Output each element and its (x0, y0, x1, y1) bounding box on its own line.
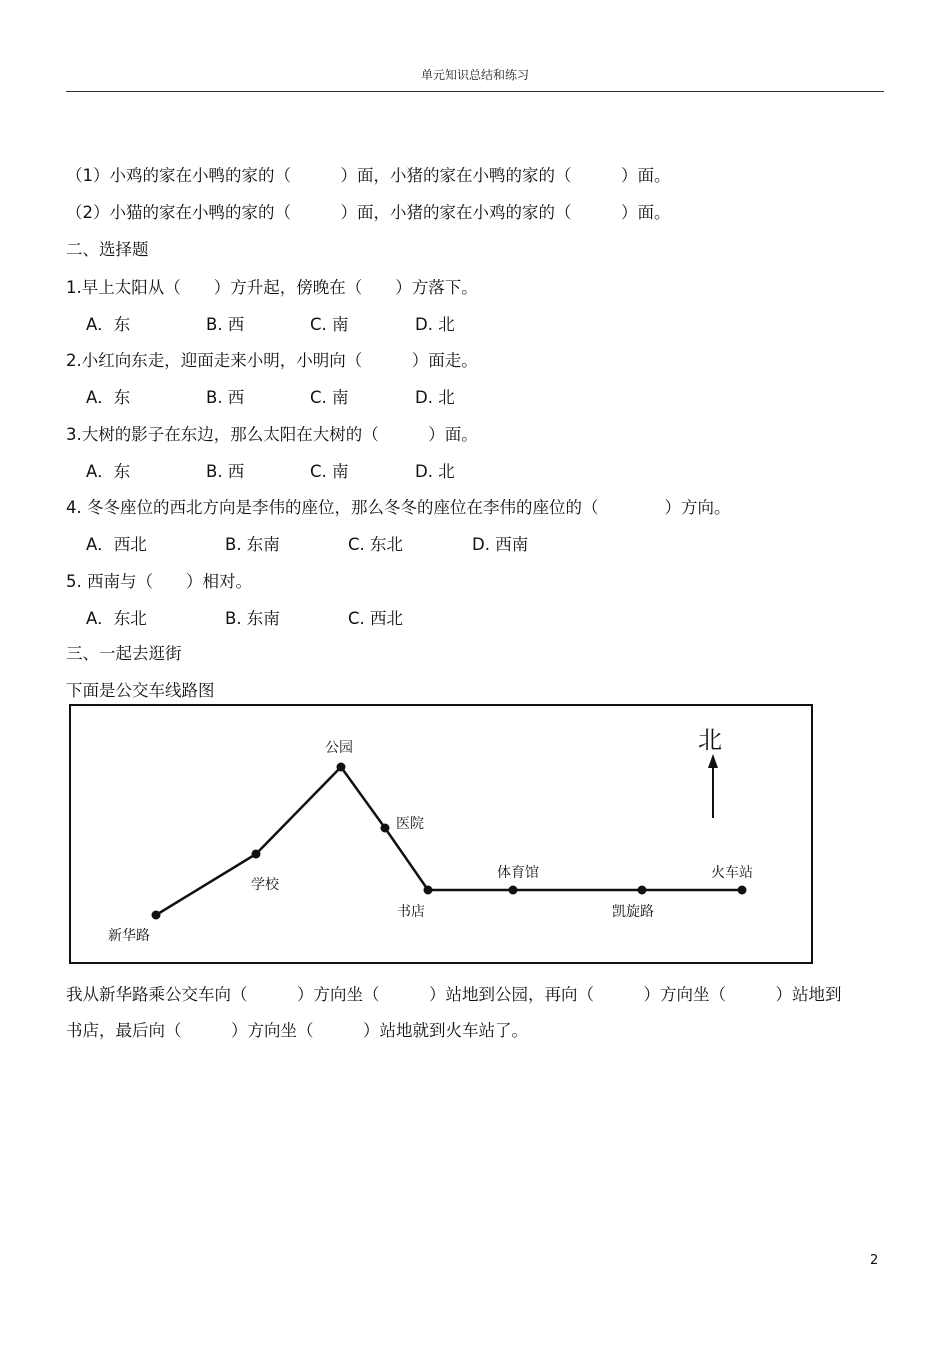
option-c: C. 东北 (348, 535, 404, 554)
question-3: 3.大树的影子在东边，那么太阳在大树的（ ）面。 (66, 425, 478, 444)
option-d: D. 西南 (472, 535, 529, 554)
north-arrow-icon (708, 754, 718, 768)
option-d: D. 北 (415, 388, 455, 407)
question-1: 1.早上太阳从（ ）方升起，傍晚在（ ）方落下。 (66, 278, 478, 297)
section-title-choice: 二、选择题 (66, 240, 149, 259)
station-dot-hospital (381, 824, 390, 833)
station-dot-park (337, 763, 346, 772)
option-c: C. 南 (310, 462, 349, 481)
fill-blank-2: （2）小猫的家在小鸭的家的（ ）面，小猪的家在小鸡的家的（ ）面。 (66, 203, 671, 222)
bus-route-map (69, 704, 813, 964)
station-dot-school (252, 850, 261, 859)
fill-blank-1: （1）小鸡的家在小鸭的家的（ ）面，小猪的家在小鸭的家的（ ）面。 (66, 166, 671, 185)
option-a: A．东 (86, 315, 131, 334)
station-dot-bookstore (424, 886, 433, 895)
option-b: B. 东南 (225, 535, 280, 554)
station-label-school: 学校 (251, 877, 279, 893)
option-d: D. 北 (415, 315, 455, 334)
station-dot-railway (738, 886, 747, 895)
station-dot-kaixuanlu (638, 886, 647, 895)
header-divider (66, 91, 884, 92)
station-label-gym: 体育馆 (497, 865, 539, 881)
option-b: B. 西 (206, 315, 245, 334)
route-sentence-2: 书店，最后向（ ）方向坐（ ）站地就到火车站了。 (66, 1021, 528, 1040)
option-b: B. 西 (206, 462, 245, 481)
option-a: A．东 (86, 388, 131, 407)
option-b: B. 东南 (225, 609, 280, 628)
station-dot-gym (509, 886, 518, 895)
route-sentence-1: 我从新华路乘公交车向（ ）方向坐（ ）站地到公园，再向（ ）方向坐（ ）站地到 (66, 985, 842, 1004)
route-diagram (71, 706, 811, 962)
question-5: 5. 西南与（ ）相对。 (66, 572, 252, 591)
page-header: 单元知识总结和练习 (420, 68, 529, 82)
station-label-hospital: 医院 (396, 816, 424, 832)
station-label-bookstore: 书店 (397, 904, 425, 920)
option-d: D. 北 (415, 462, 455, 481)
option-c: C. 南 (310, 315, 349, 334)
station-dot-xinhualu (152, 911, 161, 920)
section-title-street: 三、一起去逛街 (66, 644, 182, 663)
station-label-kaixuanlu: 凯旋路 (612, 904, 654, 920)
option-a: A．东北 (86, 609, 147, 628)
station-label-xinhualu: 新华路 (108, 928, 150, 944)
route-line (156, 767, 742, 915)
question-4: 4. 冬冬座位的西北方向是李伟的座位，那么冬冬的座位在李伟的座位的（ ）方向。 (66, 498, 731, 517)
page-number: 2 (870, 1253, 879, 1268)
option-c: C. 南 (310, 388, 349, 407)
option-a: A．西北 (86, 535, 147, 554)
north-label: 北 (698, 726, 722, 754)
station-label-railway: 火车站 (711, 865, 753, 881)
option-b: B. 西 (206, 388, 245, 407)
map-caption: 下面是公交车线路图 (66, 681, 215, 700)
question-2: 2.小红向东走，迎面走来小明，小明向（ ）面走。 (66, 351, 478, 370)
station-label-park: 公园 (325, 740, 353, 756)
option-a: A．东 (86, 462, 131, 481)
option-c: C. 西北 (348, 609, 404, 628)
